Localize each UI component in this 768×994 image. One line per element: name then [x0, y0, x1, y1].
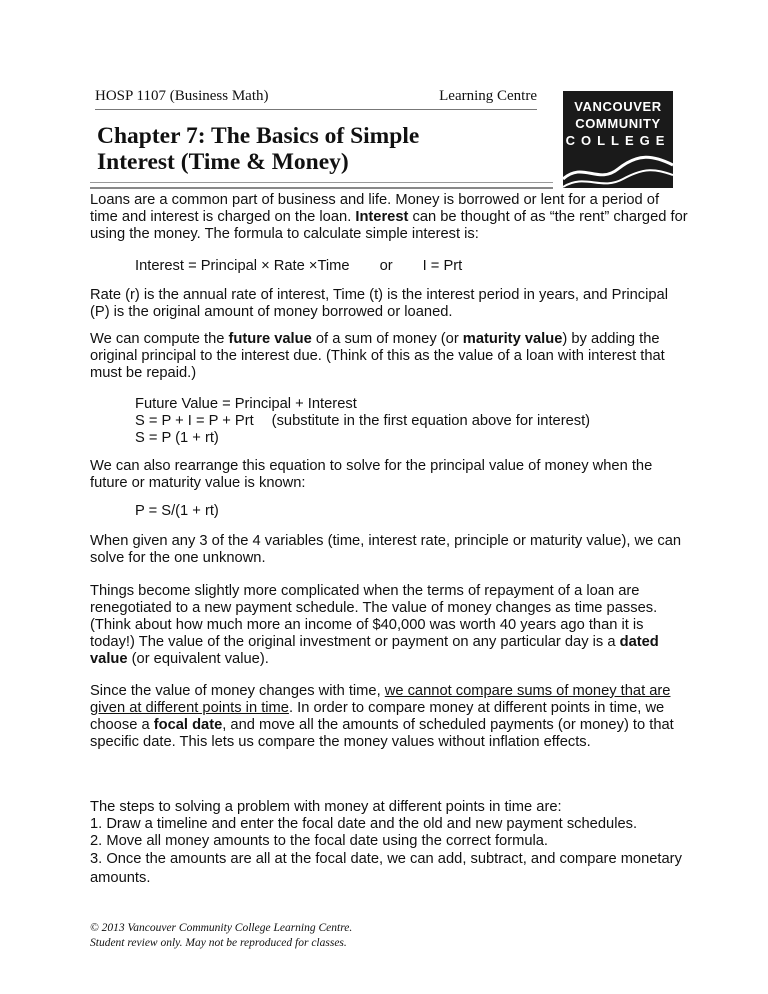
formula-principal: P = S/(1 + rt) [135, 503, 219, 519]
course-name: HOSP 1107 (Business Math) [95, 88, 269, 104]
paragraph-focal-date: Since the value of money changes with time, we cannot compare sums of money that are given at different points in time. In order to compare money at different points in time, we choose a focal date, and move all the amounts of scheduled payments (or money) to that specific date. This lets us compare the money values without inflation effects. [90, 683, 674, 750]
copyright-line: © 2013 Vancouver Community College Learning Centre. [90, 922, 353, 934]
chapter-title-line2: Interest (Time & Money) [97, 149, 349, 175]
chapter-title [97, 123, 547, 175]
learning-centre-label: Learning Centre [439, 88, 537, 104]
steps-intro: The steps to solving a problem with money at different points in time are: [90, 799, 562, 815]
formula-line-3: S = P (1 + rt) [135, 430, 219, 446]
copyright-footer [90, 921, 352, 951]
paragraph-rearrange: We can also rearrange this equation to solve for the principal value of money when the future or maturity value is known: [90, 458, 653, 491]
paragraph-dated-value: Things become slightly more complicated when the terms of repayment of a loan are renegotiated to a new payment schedule. The value of money changes as time passes. (Think about how much more an income of $40,000 was worth 40 years ago than it is today!) The value of the original investment or payment on any particular day is a dated value (or equivalent value). [90, 583, 659, 667]
term-maturity-value: maturity value [462, 331, 563, 347]
paragraph-future-value: We can compute the future value of a sum of money (or maturity value) by adding the original principal to the interest due. (Think of this as the value of a loan with interest that must be repaid.) [90, 331, 665, 381]
formula-simple-interest: Interest = Principal × Rate ×Time or I = Prt [135, 258, 463, 274]
usage-notice: Student review only. May not be reproduced for classes. [90, 937, 347, 949]
term-interest: Interest [355, 209, 409, 225]
paragraph-unknown: When given any 3 of the 4 variables (time, interest rate, principle or maturity value), we can solve for the one unknown. [90, 533, 682, 566]
step-item: 2. Move all money amounts to the focal date using the correct formula. [90, 833, 548, 849]
page-header [95, 88, 537, 110]
step-item: 3. Once the amounts are all at the focal date, we can add, subtract, and compare monetary amounts. [90, 851, 682, 886]
vcc-logo [563, 91, 673, 188]
logo-text-line3: COLLEGE [565, 133, 671, 148]
underlined-statement: we cannot compare sums of money that are given at different points in time [90, 683, 671, 716]
paragraph-intro: Loans are a common part of business and life. Money is borrowed or lent for a period of time and interest is charged on the loan. Interest can be thought of as “the rent” charged for using the money. The formula to calculate simple interest is: [90, 192, 688, 242]
paragraph-definitions: Rate (r) is the annual rate of interest, Time (t) is the interest period in years, and Principal (P) is the original amount of money borrowed or loaned. [90, 287, 668, 320]
formula-line-2: S = P + I = P + Prt (substitute in the first equation above for interest) [135, 413, 591, 429]
step-item: 1. Draw a timeline and enter the focal date and the old and new payment schedules. [90, 816, 638, 832]
logo-text-line1: VANCOUVER [574, 99, 662, 114]
term-future-value: future value [228, 331, 312, 347]
logo-text-line2: COMMUNITY [575, 116, 661, 131]
title-divider [90, 182, 553, 189]
term-dated-value: dated value [90, 634, 659, 667]
steps-section [90, 799, 690, 888]
formula-future-value [90, 396, 695, 447]
term-focal-date: focal date [153, 717, 223, 733]
formula-line-1: Future Value = Principal + Interest [135, 396, 357, 412]
chapter-title-line1: Chapter 7: The Basics of Simple [97, 123, 420, 149]
logo-wave-icon [563, 151, 673, 188]
